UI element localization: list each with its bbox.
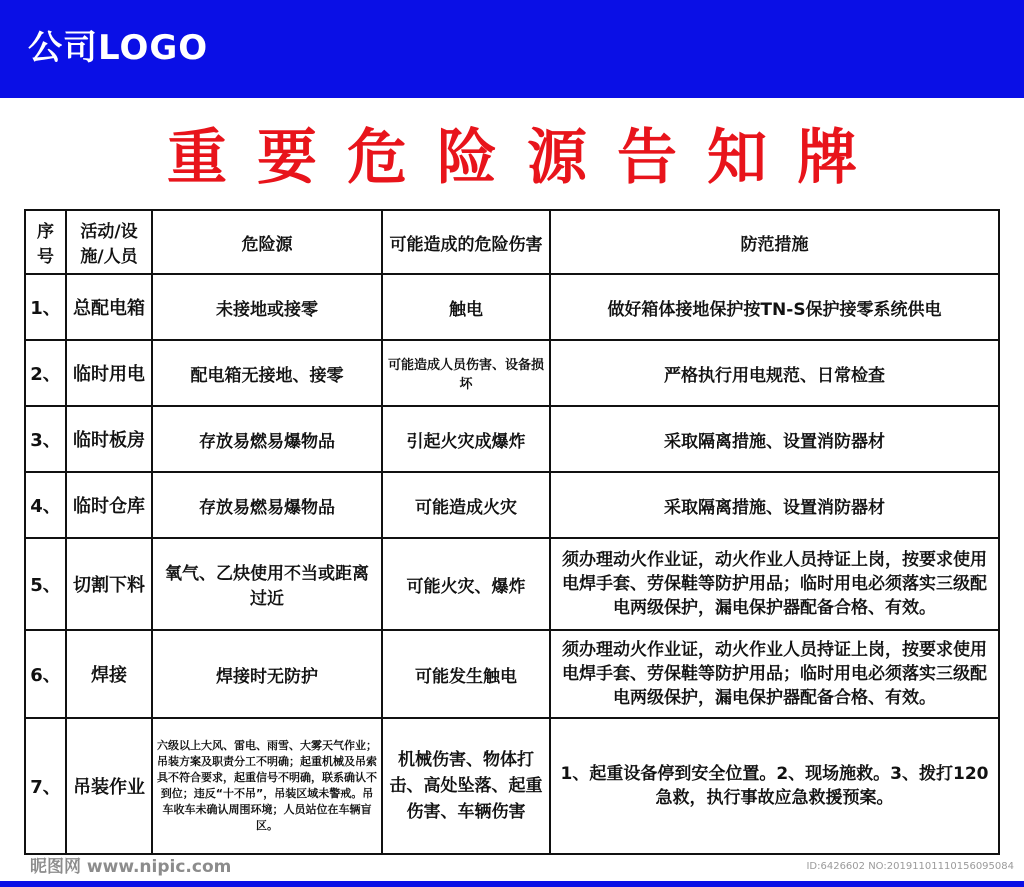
row-harm: 可能发生触电: [382, 630, 550, 718]
row-activity: 临时仓库: [66, 472, 152, 538]
row-no: 2、: [25, 340, 66, 406]
row-harm: 可能火灾、爆炸: [382, 538, 550, 630]
header-activity: 活动/设施/人员: [66, 210, 152, 274]
row-measures: 采取隔离措施、设置消防器材: [550, 472, 999, 538]
row-measures: 须办理动火作业证，动火作业人员持证上岗，按要求使用电焊手套、劳保鞋等防护用品；临时用电必须落实三级配电两级保护，漏电保护器配备合格、有效。: [550, 538, 999, 630]
row-measures: 须办理动火作业证，动火作业人员持证上岗，按要求使用电焊手套、劳保鞋等防护用品；临时用电必须落实三级配电两级保护，漏电保护器配备合格、有效。: [550, 630, 999, 718]
table-row: [25, 340, 999, 406]
header-hazard: 危险源: [152, 210, 382, 274]
row-no: 5、: [25, 538, 66, 630]
row-hazard: 焊接时无防护: [152, 630, 382, 718]
table-row: [25, 472, 999, 538]
row-activity: 总配电箱: [66, 274, 152, 340]
table-header-row: [25, 210, 999, 274]
row-hazard: 氧气、乙炔使用不当或距离过近: [152, 538, 382, 630]
header-banner: [0, 0, 1024, 98]
row-measures: 做好箱体接地保护按TN-S保护接零系统供电: [550, 274, 999, 340]
row-harm: 机械伤害、物体打击、高处坠落、起重伤害、车辆伤害: [382, 718, 550, 854]
row-activity: 吊装作业: [66, 718, 152, 854]
row-hazard: 存放易燃易爆物品: [152, 472, 382, 538]
bottom-line: [0, 881, 1024, 887]
row-no: 3、: [25, 406, 66, 472]
row-no: 1、: [25, 274, 66, 340]
page-title: 重要危险源告知牌: [167, 123, 887, 193]
row-hazard: 存放易燃易爆物品: [152, 406, 382, 472]
header-measures: 防范措施: [550, 210, 999, 274]
table-row: [25, 630, 999, 718]
table-row: [25, 274, 999, 340]
row-harm: 触电: [382, 274, 550, 340]
row-measures: 1、起重设备停到安全位置。2、现场施救。3、拨打120急救，执行事故应急救援预案。: [550, 718, 999, 854]
hazard-table: [24, 209, 1000, 855]
header-no: 序号: [25, 210, 66, 274]
row-no: 4、: [25, 472, 66, 538]
row-measures: 严格执行用电规范、日常检查: [550, 340, 999, 406]
image-id: ID:6426602 NO:20191101110156095084: [806, 861, 1014, 872]
row-activity: 临时用电: [66, 340, 152, 406]
table-row: [25, 538, 999, 630]
row-measures: 采取隔离措施、设置消防器材: [550, 406, 999, 472]
row-activity: 焊接: [66, 630, 152, 718]
watermark: 昵图网 www.nipic.com: [30, 857, 232, 877]
row-harm: 引起火灾成爆炸: [382, 406, 550, 472]
row-activity: 临时板房: [66, 406, 152, 472]
row-no: 6、: [25, 630, 66, 718]
header-harm: 可能造成的危险伤害: [382, 210, 550, 274]
row-hazard: 六级以上大风、雷电、雨雪、大雾天气作业；吊装方案及职责分工不明确；起重机械及吊索具不符合要求，起重信号不明确，联系确认不到位；违反“十不吊”，吊装区域未警戒。吊车收车未确认周围环境；人员站位在车辆盲区。: [152, 718, 382, 854]
company-logo: 公司LOGO: [28, 28, 209, 68]
row-hazard: 配电箱无接地、接零: [152, 340, 382, 406]
row-no: 7、: [25, 718, 66, 854]
table-row: [25, 718, 999, 854]
row-harm: 可能造成人员伤害、设备损坏: [382, 340, 550, 406]
row-activity: 切割下料: [66, 538, 152, 630]
row-harm: 可能造成火灾: [382, 472, 550, 538]
table-row: [25, 406, 999, 472]
row-hazard: 未接地或接零: [152, 274, 382, 340]
